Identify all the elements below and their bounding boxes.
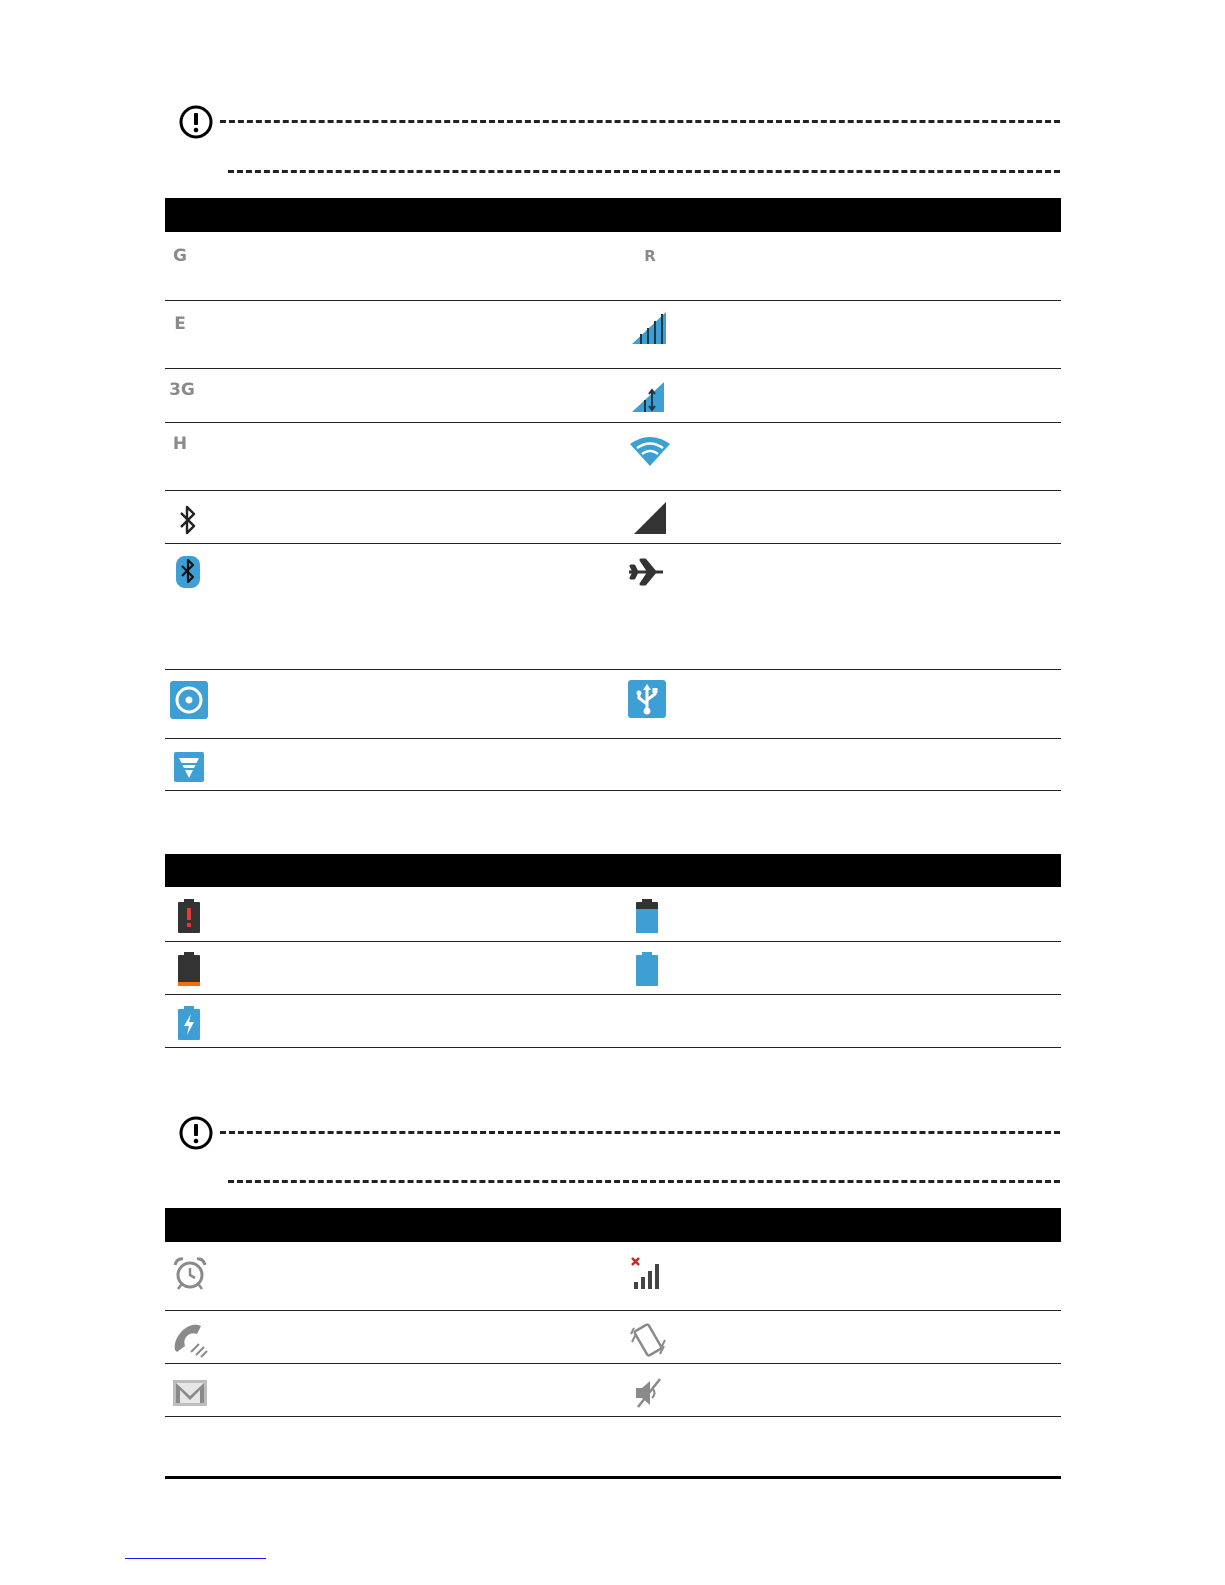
edge-e-icon: E: [174, 314, 186, 334]
notification-table-header: [165, 1208, 1061, 1242]
gprs-g-icon: G: [173, 246, 187, 266]
missed-call-icon: [171, 1322, 209, 1358]
network-table-header: [165, 198, 1061, 232]
3g-icon: 3G: [169, 380, 195, 400]
table-row-divider: [165, 422, 1061, 423]
table-row-divider: [165, 669, 1061, 670]
new-email-icon: [172, 1378, 208, 1408]
airplane-mode-icon: [627, 556, 665, 588]
data-flow-icon: [174, 752, 204, 782]
table-row-divider: [165, 300, 1061, 301]
vibrate-icon: [628, 1322, 668, 1358]
mute-icon: [632, 1376, 664, 1410]
wifi-icon: [628, 436, 672, 468]
bluetooth-on-icon: [177, 504, 199, 536]
important-note-icon: [178, 104, 214, 140]
signal-strength-icon: [630, 310, 670, 346]
important-note-icon: [178, 1115, 214, 1151]
no-signal-icon: [632, 500, 668, 536]
note-dotted-line: [228, 1180, 1060, 1183]
note-dotted-line: [228, 170, 1060, 173]
alarm-icon: [172, 1256, 208, 1290]
footer-link-underline[interactable]: [125, 1558, 266, 1559]
table-row-divider: [165, 1363, 1061, 1364]
table-row-divider: [165, 368, 1061, 369]
battery-charging-icon: [176, 1005, 202, 1041]
table-row-divider: [165, 1416, 1061, 1417]
battery-partial-icon: [634, 898, 660, 934]
table-row-divider: [165, 543, 1061, 544]
no-sim-signal-icon: [630, 1256, 666, 1290]
battery-low-icon: [176, 951, 202, 987]
table-row-divider: [165, 1047, 1061, 1048]
battery-very-low-icon: [176, 898, 202, 934]
table-row-divider: [165, 790, 1061, 791]
table-row-divider: [165, 738, 1061, 739]
battery-full-icon: [634, 951, 660, 987]
hsdpa-h-icon: H: [172, 434, 188, 454]
bluetooth-connected-icon: [174, 554, 202, 590]
note-dotted-line: [220, 1131, 1060, 1134]
note-dotted-line: [220, 120, 1060, 123]
usb-connected-icon: [628, 680, 666, 718]
table-row-divider: [165, 490, 1061, 491]
table-row-divider: [165, 994, 1061, 995]
gps-icon: [170, 681, 208, 719]
battery-table-header: [165, 854, 1061, 887]
table-row-divider: [165, 1310, 1061, 1311]
table-row-divider: [165, 941, 1061, 942]
signal-data-transfer-icon: [630, 380, 670, 414]
page-footer-rule: [165, 1476, 1061, 1479]
roaming-r-icon: R: [644, 247, 656, 265]
